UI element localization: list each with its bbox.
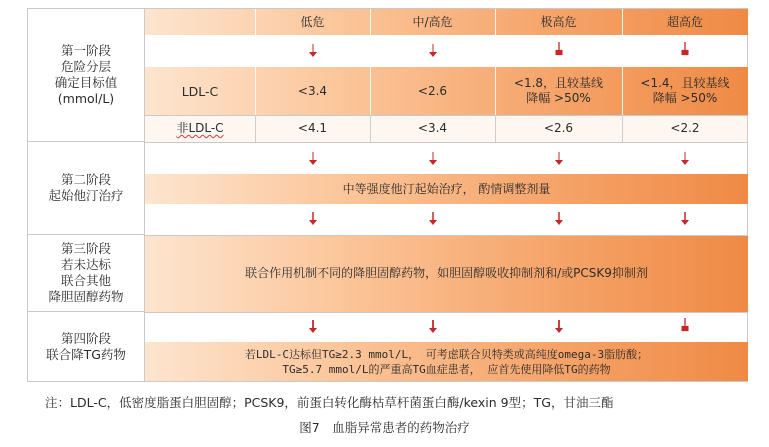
stage-1-label: 第一阶段 危险分层 确定目标值 (mmol/L) bbox=[28, 9, 144, 142]
bar-stop-arrow-icon bbox=[554, 42, 564, 56]
ldl-label: LDL-C bbox=[181, 83, 219, 99]
treatment-table bbox=[27, 8, 748, 382]
down-arrow-icon bbox=[680, 212, 690, 226]
down-arrow-icon bbox=[554, 320, 564, 334]
stage4-text-line2: TG≥5.7 mmol/L的严重高TG血症患者， 应首先使用降低TG的药物 bbox=[282, 362, 611, 376]
down-arrow-icon bbox=[428, 44, 438, 58]
ldl-value-low: <3.4 bbox=[297, 83, 328, 98]
stage-2-label: 第二阶段 起始他汀治疗 bbox=[28, 142, 144, 235]
stage2-text: 中等强度他汀起始治疗， 酌情调整剂量 bbox=[342, 181, 551, 196]
down-arrow-icon bbox=[308, 152, 318, 166]
stage4-text-line1: 若LDL-C达标但TG≥2.3 mmol/L， 可考虑联合贝特类或高纯度omega-3脂肪酸； bbox=[244, 347, 649, 361]
down-arrow-icon bbox=[428, 212, 438, 226]
down-arrow-icon bbox=[308, 44, 318, 58]
risk-mid-high: 中/高危 bbox=[412, 14, 453, 29]
down-arrow-icon bbox=[428, 320, 438, 334]
stage-3-label: 第三阶段 若未达标 联合其他 降胆固醇药物 bbox=[28, 235, 144, 312]
risk-low: 低危 bbox=[300, 14, 325, 29]
ldl-value-extreme-high: <1.4，且较基线 降幅 >50% bbox=[640, 76, 730, 105]
down-arrow-icon bbox=[554, 152, 564, 166]
non-ldl-value-extreme-high: <2.2 bbox=[670, 121, 700, 135]
right-pane bbox=[144, 9, 747, 381]
down-arrow-icon bbox=[428, 152, 438, 166]
stage4-text bbox=[145, 342, 748, 381]
footnote: 注：LDL-C，低密度脂蛋白胆固醇；PCSK9，前蛋白转化酶枯草杆菌蛋白酶/kexin 9型；TG，甘油三酯 bbox=[45, 395, 614, 410]
separator bbox=[145, 312, 748, 313]
bar-stop-arrow-icon bbox=[680, 318, 690, 332]
down-arrow-icon bbox=[554, 212, 564, 226]
risk-extreme-high: 超高危 bbox=[666, 14, 703, 29]
stage-4-label: 第四阶段 联合降TG药物 bbox=[46, 330, 126, 362]
non-ldl-label bbox=[145, 115, 255, 142]
down-arrow-icon bbox=[308, 320, 318, 334]
risk-very-high: 极高危 bbox=[540, 14, 577, 29]
down-arrow-icon bbox=[308, 212, 318, 226]
non-ldl-value-low: <4.1 bbox=[297, 121, 328, 135]
non-ldl-label-text: 非LDL-C bbox=[176, 121, 224, 135]
down-arrow-icon bbox=[680, 152, 690, 166]
separator bbox=[145, 142, 748, 143]
bar-stop-arrow-icon bbox=[680, 42, 690, 56]
figure-caption: 图7 血脂异常患者的药物治疗 bbox=[299, 420, 470, 435]
ldl-value-very-high: <1.8，且较基线 降幅 >50% bbox=[513, 76, 604, 105]
stage3-text: 联合作用机制不同的降胆固醇药物，如胆固醇吸收抑制剂和/或PCSK9抑制剂 bbox=[245, 266, 648, 280]
non-ldl-value-very-high: <2.6 bbox=[543, 121, 574, 135]
ldl-value-mid-high: <2.6 bbox=[417, 83, 448, 98]
non-ldl-value-mid-high: <3.4 bbox=[417, 121, 448, 135]
